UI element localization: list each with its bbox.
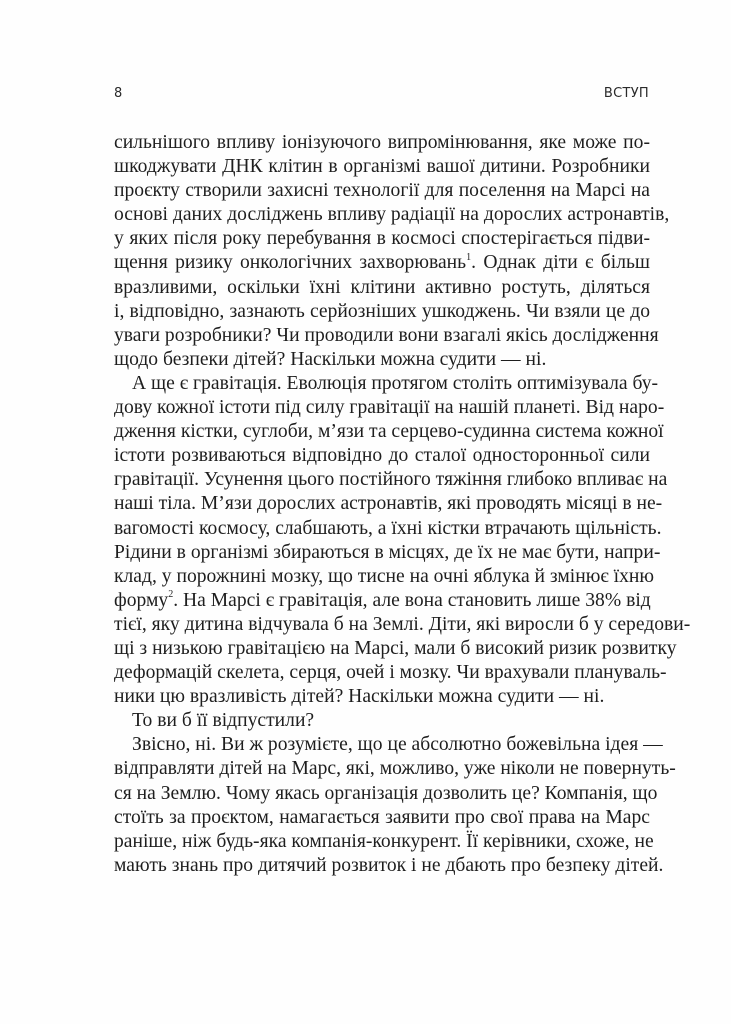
footnote-ref-1[interactable]: 1 — [466, 251, 472, 263]
paragraph-2 — [114, 372, 691, 709]
text-line: сильнішого впливу іонізуючого випромінювання, яке може по- — [114, 132, 650, 153]
text-line: мають знань про дитячий розвиток і не дбають про безпеку дітей. — [114, 854, 664, 876]
text-line: раніше, ніж будь-яка компанія-конкурент. Її керівники, схоже, не — [114, 830, 654, 852]
text-line: дову кожної істоти під силу гравітації на нашій планеті. Від наро- — [114, 397, 665, 419]
text-line: Рідини в організмі збираються в місцях, де їх не має бути, напри- — [114, 541, 661, 563]
section-title: ВСТУП — [603, 86, 649, 101]
text-line: А ще є гравітація. Еволюція протягом століть оптимізувала бу- — [132, 372, 659, 394]
text-line: То ви б її відпустили? — [132, 710, 315, 732]
text-line: істоти розвиваються відповідно до сталої односторонньої сили — [114, 445, 650, 467]
text-line: Звісно, ні. Ви ж розумієте, що це абсолютно божевільна ідея — — [132, 734, 663, 756]
text-line: гравітації. Усунення цього постійного тяжіння глибоко впливає на — [114, 469, 668, 491]
text-line: стоїть за проєктом, намагається заявити про свої права на Марс — [114, 806, 650, 828]
paragraph-4 — [114, 733, 676, 878]
text-line: ся на Землю. Чому якась організація дозволить це? Компанія, що — [114, 782, 658, 804]
text-line: щі з низькою гравітацією на Марсі, мали б високий ризик розвитку — [114, 637, 677, 659]
text-line: наші тіла. М’язи дорослих астронавтів, які проводять місяці в не- — [114, 493, 663, 515]
text-line: основі даних досліджень впливу радіації на дорослих астронавтів, — [114, 204, 670, 226]
text-line: вразливими, оскільки їхні клітини активно ростуть, діляться — [114, 276, 650, 298]
text-line-with-footnote — [114, 251, 650, 275]
text-line: вагомості космосу, слабшають, а їхні кістки втрачають щільність. — [114, 517, 662, 539]
footnote-ref-2[interactable]: 2 — [168, 589, 174, 601]
running-head — [114, 86, 649, 104]
text-line: деформацій скелета, серця, очей і мозку. Чи врахували плануваль- — [114, 662, 667, 684]
text-line: проєкту створили захисні технології для поселення на Марсі на — [114, 180, 650, 202]
text-segment: щення ризику онкологічних захворювань — [114, 252, 467, 274]
text-line: ники цю вразливість дітей? Наскільки можна судити — ні. — [114, 686, 605, 708]
text-line: у яких після року перебування в космосі спостерігається підви- — [114, 228, 650, 250]
text-line: шкоджувати ДНК клітин в організмі вашої дитини. Розробники — [114, 156, 650, 178]
text-segment: форму — [114, 589, 169, 611]
paragraph-3 — [114, 709, 650, 733]
text-line-with-footnote — [114, 589, 650, 613]
body-text — [114, 131, 691, 878]
text-line: уваги розробники? Чи проводили вони взагалі якісь дослідження — [114, 324, 659, 346]
text-line: тієї, яку дитина відчувала б на Землі. Діти, які виросли б у середови- — [114, 613, 691, 635]
page-number: 8 — [114, 86, 123, 101]
paragraph-1 — [114, 131, 670, 372]
text-line: і, відповідно, зазнають серйозніших ушкоджень. Чи взяли це до — [114, 300, 650, 322]
text-segment: . Однак діти є більш — [471, 252, 651, 274]
text-segment: . На Марсі є гравітація, але вона становить лише 38% від — [173, 589, 651, 611]
text-line: відправляти дітей на Марс, які, можливо, уже ніколи не повернуть- — [114, 758, 676, 780]
text-line: клад, у порожнині мозку, що тисне на очні яблука й змінює їхню — [114, 565, 655, 587]
text-line: щодо безпеки дітей? Наскільки можна судити — ні. — [114, 348, 547, 370]
text-line: дження кістки, суглоби, м’язи та серцево-судинна система кожної — [114, 421, 664, 443]
